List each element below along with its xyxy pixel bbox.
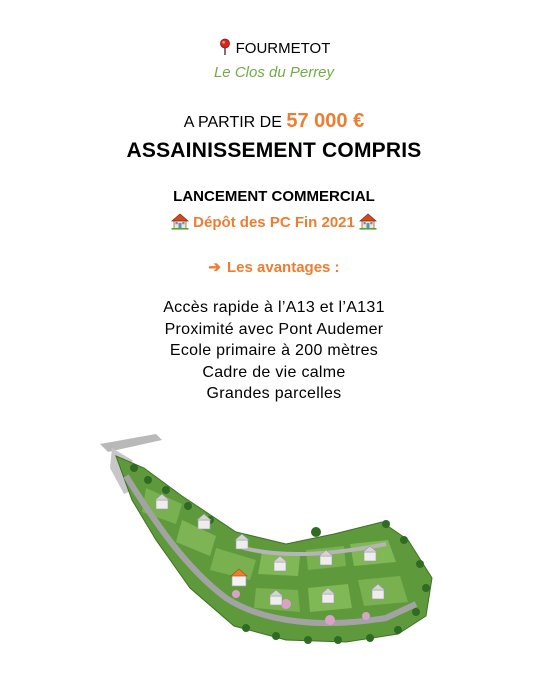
- house-icon: [359, 212, 377, 230]
- permit-text: Dépôt des PC Fin 2021: [193, 214, 355, 231]
- list-item: Proximité avec Pont Audemer: [164, 320, 384, 338]
- access-road: [100, 434, 162, 452]
- town-name: FOURMETOT: [235, 40, 331, 57]
- project-name: Le Clos du Perrey: [213, 64, 335, 81]
- price-line: [0, 110, 548, 133]
- list-item: Ecole primaire à 200 mètres: [169, 342, 379, 359]
- location-line: [0, 38, 548, 57]
- advantages-label: Les avantages :: [227, 259, 340, 276]
- permit-line: [0, 212, 548, 231]
- price-prefix: A PARTIR DE: [183, 114, 282, 131]
- arrow-right-icon: ➔: [208, 259, 221, 276]
- launch-title: LANCEMENT COMMERCIAL: [173, 188, 375, 205]
- site-plan-illustration: [86, 428, 440, 650]
- list-item: Grandes parcelles: [206, 385, 342, 402]
- advantages-title: [0, 258, 548, 276]
- list-item: Accès rapide à l’A13 et l’A131: [163, 299, 385, 316]
- map-pin-icon: [218, 38, 232, 56]
- list-item: Cadre de vie calme: [202, 363, 346, 381]
- house-icon: [171, 212, 189, 230]
- price-value: 57 000 €: [286, 110, 365, 132]
- advantages-list: [0, 297, 548, 405]
- sanitation-tagline: ASSAINISSEMENT COMPRIS: [126, 139, 422, 162]
